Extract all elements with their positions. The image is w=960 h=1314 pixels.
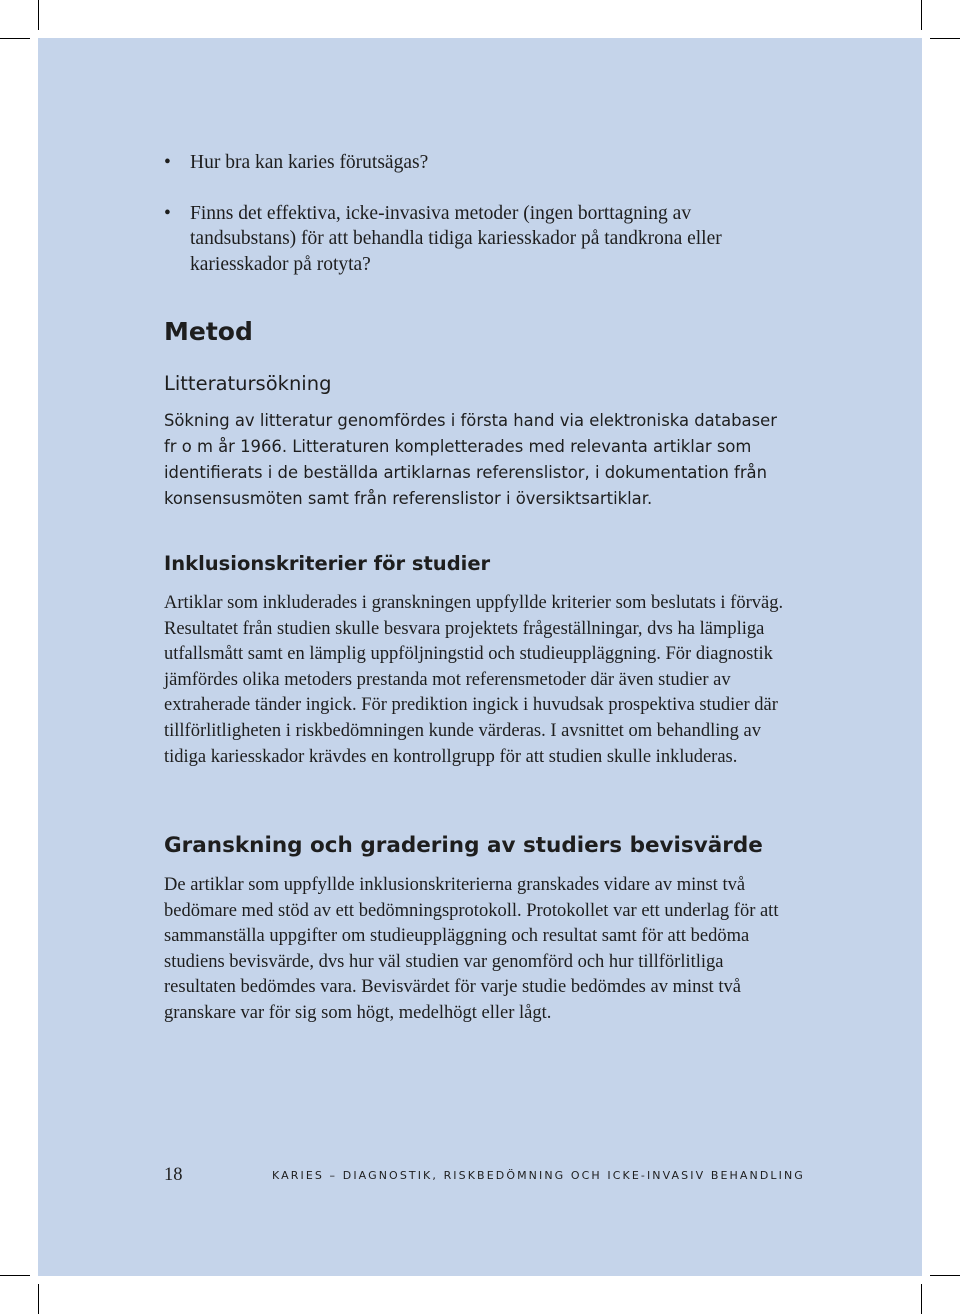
paragraph-evidence-grading: De artiklar som uppfyllde inklusionskriterierna granskades vidare av minst två bedömare med stöd av ett bedömningsprotokoll. Protokollet var ett underlag för att sammanställa uppgifter om studieuppläggning och resultat samt för att bedöma studiens bevisvärde, dvs hur väl studien var genomförd och hur tillförlitliga resultaten bedömdes vara. Bevisvärdet för varje studie bedömdes av minst två granskare var för sig som högt, medelhögt eller lågt. — [164, 875, 779, 1023]
crop-mark — [930, 1275, 960, 1276]
crop-mark — [38, 1284, 39, 1314]
page-number: 18 — [164, 1165, 183, 1185]
bullet-icon: • — [164, 152, 171, 173]
bullet-icon: • — [164, 202, 171, 224]
list-item — [164, 150, 764, 176]
crop-mark — [921, 0, 922, 30]
crop-mark — [921, 1284, 922, 1314]
list-item-text: Hur bra kan karies förutsägas? — [190, 152, 429, 173]
list-item — [164, 201, 764, 278]
list-item-text: Finns det effektiva, icke-invasiva metoder (ingen borttagning av tandsubstans) för att behandla tidiga kariesskador på tandkrona eller kariesskador på rotyta? — [190, 202, 722, 275]
subheading-inclusion-criteria: Inklusionskriterier för studier — [164, 552, 491, 575]
question-list — [164, 150, 764, 302]
crop-mark — [38, 0, 39, 30]
crop-mark — [0, 1275, 30, 1276]
subheading-literature-search: Litteratursökning — [164, 372, 332, 395]
running-head: KARIES – DIAGNOSTIK, RISKBEDÖMNING OCH ICKE-INVASIV BEHANDLING — [272, 1169, 805, 1182]
crop-mark — [0, 38, 30, 39]
crop-mark — [930, 38, 960, 39]
paragraph-literature-search: Sökning av litteratur genomfördes i första hand via elektroniska databaser fr o m år 1966. Litteraturen kompletterades med relevanta artiklar som identifierats i de beställda artiklarnas referenslistor, i dokumentation från konsensusmöten samt från referenslistor i översiktsartiklar. — [164, 411, 777, 508]
subheading-evidence-grading: Granskning och gradering av studiers bevisvärde — [164, 833, 763, 858]
paragraph-inclusion-criteria: Artiklar som inkluderades i granskningen uppfyllde kriterier som beslutats i förväg. Resultatet från studien skulle besvara projektets frågeställningar, dvs ha lämpliga utfallsmått samt en lämplig uppföljningstid och studieuppläggning. För diagnostik jämfördes olika metoders prestanda mot referensmetoder där även studier av extraherade tänder ingick. För prediktion ingick i huvudsak prospektiva studier där tillförlitligheten i riskbedömningen kunde värderas. I avsnittet om behandling av tidiga kariesskador krävdes en kontrollgrupp för att studien skulle inkluderas. — [164, 593, 784, 767]
section-heading-method: Metod — [164, 317, 253, 346]
